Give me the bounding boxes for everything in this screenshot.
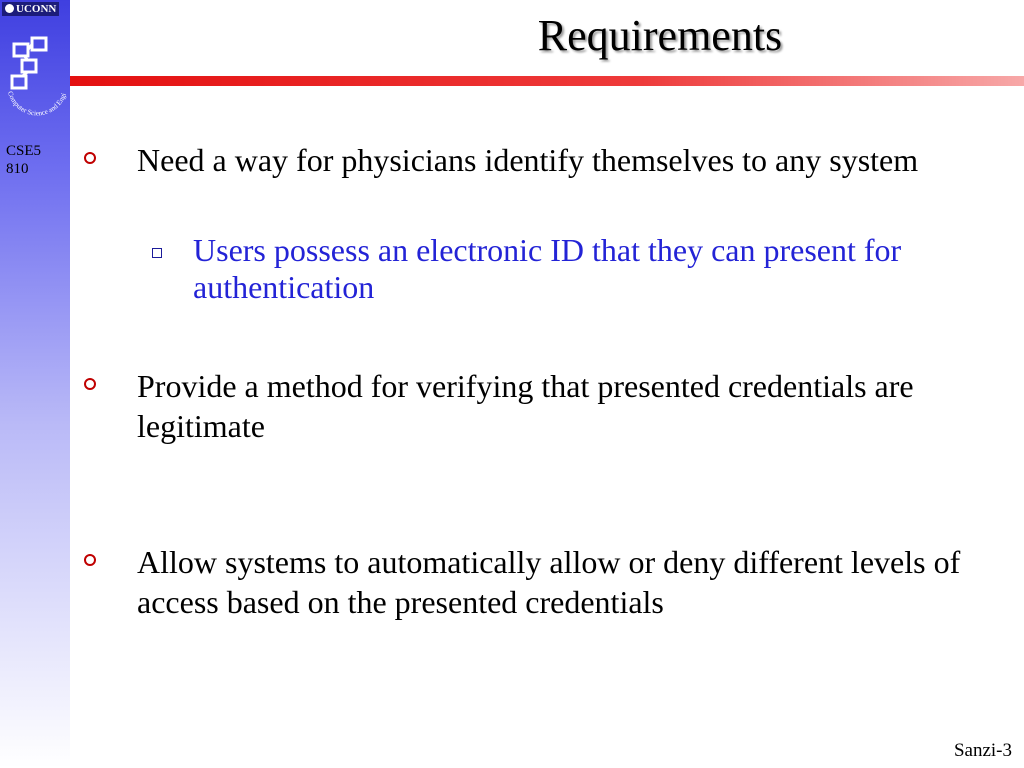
course-code: [6, 142, 41, 178]
sub-bullet-square-icon: [152, 248, 162, 258]
course-code-line1: CSE5: [6, 143, 42, 159]
bullet-text: Need a way for physicians identify themselves to any system: [137, 142, 919, 178]
course-code-line2: 810: [6, 161, 29, 177]
slide-title: Requirements: [537, 11, 783, 60]
title-divider: [70, 76, 1024, 86]
bullet-text: Allow systems to automatically allow or deny different levels of access based on the presented credentials: [137, 544, 961, 620]
bullet-circle-icon: [84, 378, 96, 390]
cse-network-logo-icon: [0, 22, 70, 122]
slide-footer: Sanzi-3: [953, 740, 1012, 761]
uconn-seal-icon: [5, 4, 14, 13]
bullet-circle-icon: [84, 554, 96, 566]
svg-text:Computer Science and Engineeri: [0, 22, 68, 117]
uconn-label: UCONN: [16, 3, 57, 15]
sidebar-gradient: [0, 0, 70, 768]
sub-bullet-text: Users possess an electronic ID that they can present for authentication: [193, 232, 902, 305]
bullet-circle-icon: [84, 152, 96, 164]
logo-ring-text: Computer Science and Engi: [5, 90, 68, 118]
bullet-text: Provide a method for verifying that presented credentials are legitimate: [137, 368, 914, 444]
uconn-wordmark: [2, 2, 59, 16]
